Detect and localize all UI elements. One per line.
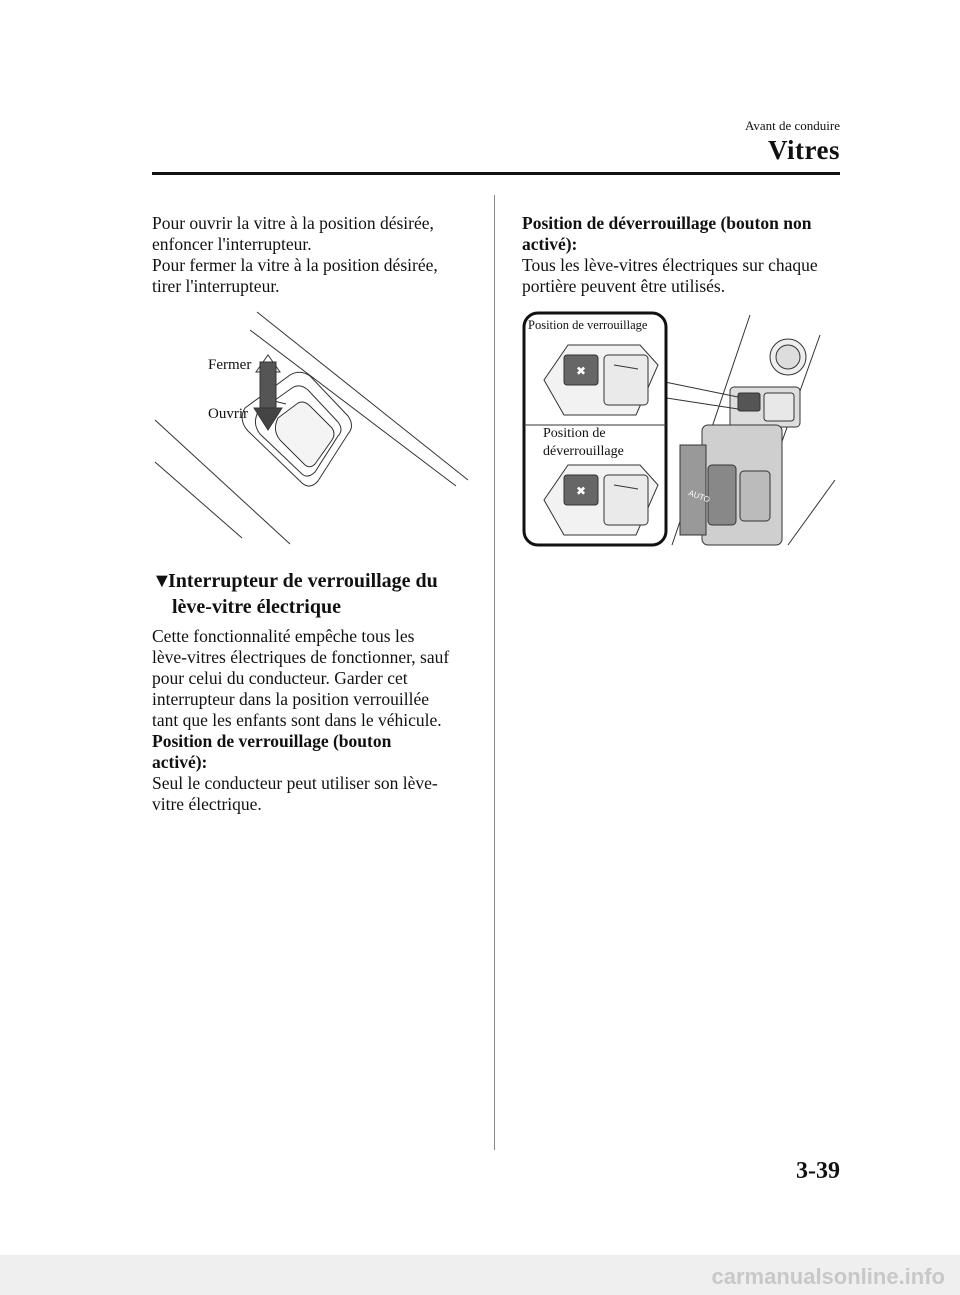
section-heading: ▼Interrupteur de verrouillage du lève-vitre électrique <box>152 570 438 618</box>
unlock-position-text: Tous les lève-vitres électriques sur chaque portière peuvent être utilisés. <box>522 255 818 296</box>
page-title: Vitres <box>768 135 840 165</box>
label-lock-position: Position de verrouillage <box>528 318 648 332</box>
column-divider <box>494 195 495 1150</box>
page-number: 3-39 <box>796 1158 840 1184</box>
text-line: interrupteur dans la position verrouillée <box>152 689 430 709</box>
label-open: Ouvrir <box>208 406 248 422</box>
text-line: Pour ouvrir la vitre à la position désirée, <box>152 213 434 233</box>
intro-paragraph <box>152 213 482 297</box>
description-paragraph <box>152 626 487 731</box>
auto-label: AUTO <box>687 488 712 505</box>
text-line: pour celui du conducteur. Garder cet <box>152 668 408 688</box>
text-line: Cette fonctionnalité empêche tous les <box>152 626 415 646</box>
lock-symbol-icon: ✖ <box>575 364 587 378</box>
text-line: enfoncer l'interrupteur. <box>152 234 312 254</box>
header-section: Avant de conduire <box>744 118 840 133</box>
watermark: carmanualsonline.info <box>711 1264 945 1289</box>
text-line: Pour fermer la vitre à la position désirée, <box>152 255 438 275</box>
text-line: lève-vitres électriques de fonctionner, sauf <box>152 647 450 667</box>
triangle-bullet-icon: ▼ <box>152 570 172 592</box>
label-close: Fermer <box>208 357 252 373</box>
text-line: tirer l'interrupteur. <box>152 276 280 296</box>
header-rule <box>152 172 840 175</box>
label-unlock-position: Position de déverrouillage <box>543 426 624 459</box>
unlock-position-heading: Position de déverrouillage (bouton non activé): <box>522 213 812 254</box>
lock-position-text: Seul le conducteur peut utiliser son lève- vitre électrique. <box>152 773 438 814</box>
lock-symbol-icon: ✖ <box>575 484 587 498</box>
lock-position-heading: Position de verrouillage (bouton activé): <box>152 731 392 772</box>
text-line: tant que les enfants sont dans le véhicule. <box>152 710 442 730</box>
window-switch-figure <box>150 300 470 550</box>
